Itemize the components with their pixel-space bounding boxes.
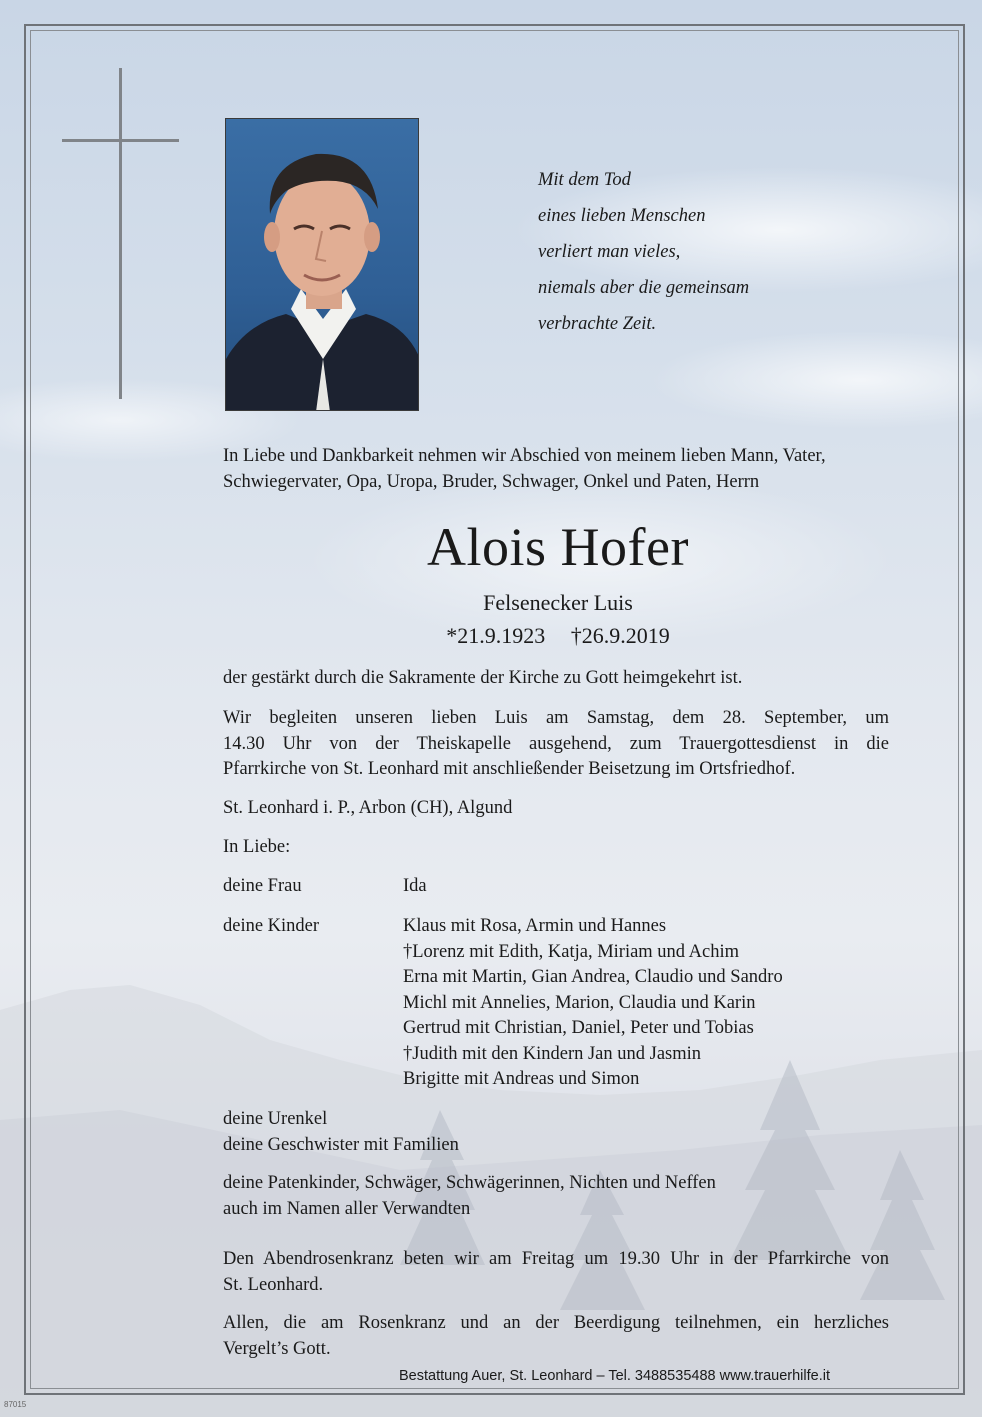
funeral-line: 14.30 Uhr von der Theiskapelle ausgehend, zum Trauergottesdienst in die	[223, 733, 889, 754]
wife-name: Ida	[403, 876, 427, 896]
list-item: Erna mit Martin, Gian Andrea, Claudio und Sandro	[403, 967, 783, 987]
cross-horizontal-bar	[62, 139, 179, 142]
list-item: Gertrud mit Christian, Daniel, Peter und Tobias	[403, 1018, 754, 1038]
places-text: St. Leonhard i. P., Arbon (CH), Algund	[223, 798, 513, 818]
relatives-text: auch im Namen aller Verwandten	[223, 1198, 471, 1219]
portrait-photo	[225, 118, 419, 411]
rosary-text	[223, 1247, 889, 1298]
deceased-name: Alois Hofer	[427, 517, 689, 577]
thanks-line: Vergelt’s Gott.	[223, 1338, 331, 1359]
quote-line: Mit dem Tod	[538, 170, 631, 190]
children-list	[403, 914, 783, 1093]
other-relatives	[223, 1171, 716, 1222]
print-code: 87015	[4, 1400, 27, 1409]
portrait-illustration	[226, 119, 419, 411]
funeral-home-footer: Bestattung Auer, St. Leonhard – Tel. 3488535488 www.trauerhilfe.it	[399, 1368, 830, 1384]
intro-line: In Liebe und Dankbarkeit nehmen wir Abschied von meinem lieben Mann, Vater,	[223, 446, 826, 466]
intro-text	[223, 444, 889, 495]
siblings-text: deine Geschwister mit Familien	[223, 1134, 459, 1155]
death-date: †26.9.2019	[570, 623, 670, 648]
list-item: Brigitte mit Andreas und Simon	[403, 1069, 640, 1089]
intro-line: Schwiegervater, Opa, Uropa, Bruder, Schwager, Onkel und Paten, Herrn	[223, 471, 760, 492]
great-grandchildren-text: deine Urenkel	[223, 1109, 328, 1129]
quote-line: verliert man vieles,	[538, 242, 681, 262]
memorial-quote	[538, 162, 838, 342]
birth-date: *21.9.1923	[446, 623, 546, 648]
great-grandchildren-label	[223, 1107, 459, 1158]
rosary-line: St. Leonhard.	[223, 1274, 324, 1295]
rosary-line: Den Abendrosenkranz beten wir am Freitag um 19.30 Uhr in der Pfarrkirche von	[223, 1249, 889, 1269]
in-love-heading: In Liebe:	[223, 837, 291, 857]
list-item: Klaus mit Rosa, Armin und Hannes	[403, 916, 667, 936]
quote-line: verbrachte Zeit.	[538, 314, 657, 334]
list-item: †Lorenz mit Edith, Katja, Miriam und Achim	[403, 941, 740, 962]
list-item: †Judith mit den Kindern Jan und Jasmin	[403, 1043, 702, 1064]
quote-line: eines lieben Menschen	[538, 206, 706, 226]
godchildren-text: deine Patenkinder, Schwäger, Schwägerinnen, Nichten und Neffen	[223, 1173, 716, 1193]
life-dates	[0, 621, 982, 651]
thanks-text	[223, 1311, 889, 1362]
funeral-line: Wir begleiten unseren lieben Luis am Samstag, dem 28. September, um	[223, 708, 889, 728]
quote-line: niemals aber die gemeinsam	[538, 278, 750, 298]
funeral-text	[223, 706, 889, 783]
thanks-line: Allen, die am Rosenkranz und an der Beerdigung teilnehmen, ein herzliches	[223, 1313, 889, 1333]
sacraments-text: der gestärkt durch die Sakramente der Kirche zu Gott heimgekehrt ist.	[223, 668, 743, 688]
wife-label: deine Frau	[223, 876, 302, 896]
children-label: deine Kinder	[223, 916, 320, 936]
deceased-nickname: Felsenecker Luis	[483, 590, 633, 615]
cross-vertical-bar	[119, 68, 122, 399]
list-item: Michl mit Annelies, Marion, Claudia und Karin	[403, 992, 756, 1013]
funeral-line: Pfarrkirche von St. Leonhard mit anschließender Beisetzung im Ortsfriedhof.	[223, 759, 796, 779]
